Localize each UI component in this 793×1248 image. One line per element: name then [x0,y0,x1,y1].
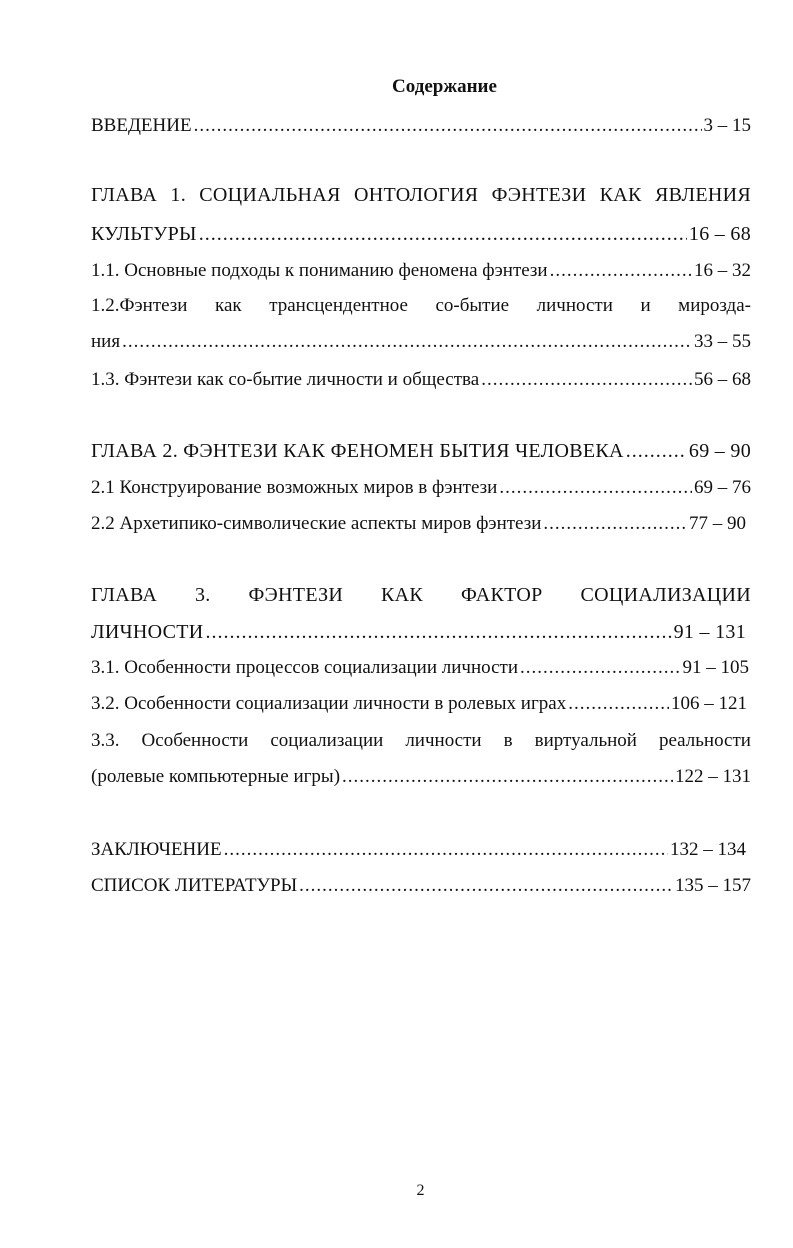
toc-entry-conclusion[interactable] [91,838,746,862]
section-word: мирозда- [678,295,751,316]
section-word: 3.3. [91,730,120,751]
heading-word: ОНТОЛОГИЯ [353,184,479,206]
section-word: Особенности [141,730,249,751]
toc-pages: 33 – 55 [694,331,751,352]
toc-chapter-3-heading-cont[interactable] [91,620,746,644]
heading-word: СОЦИАЛЬНАЯ [199,184,341,206]
toc-leader [194,114,702,138]
toc-leader [520,656,680,680]
toc-label: 2.2 Архетипико-символические аспекты миров фэнтези [91,513,542,534]
toc-label: ВВЕДЕНИЕ [91,115,192,136]
toc-label: 1.1. Основные подходы к пониманию феномена фэнтези [91,260,548,281]
section-word: личности [405,730,482,751]
heading-word: ГЛАВА [91,584,158,606]
toc-label: СПИСОК ЛИТЕРАТУРЫ [91,875,298,896]
heading-word: ЯВЛЕНИЯ [654,184,751,206]
toc-chapter-2-heading[interactable] [91,439,751,463]
heading-word: 3. [194,584,211,606]
toc-chapter-3-heading[interactable] [91,583,751,607]
section-word: виртуальной [534,730,637,751]
toc-label: КУЛЬТУРЫ [91,223,197,245]
heading-word: КАК [599,184,642,206]
toc-section-1-2-cont[interactable] [91,330,751,354]
toc-label: 1.3. Фэнтези как со-бытие личности и общества [91,369,480,390]
toc-label: ЛИЧНОСТИ [91,621,204,643]
section-word: и [640,295,651,316]
heading-word: ГЛАВА [91,184,158,206]
toc-section-2-1[interactable] [91,476,751,500]
page-title: Содержание [392,76,497,97]
toc-leader [550,259,692,283]
toc-pages: 56 – 68 [694,369,751,390]
section-word: трансцендентное [269,295,408,316]
toc-pages: 69 – 90 [688,440,751,462]
section-word: в [503,730,513,751]
toc-pages: 16 – 32 [694,260,751,281]
toc-pages: 135 – 157 [675,875,751,896]
toc-section-2-2[interactable] [91,512,746,536]
toc-section-3-3[interactable] [91,729,751,753]
toc-leader [568,692,669,716]
section-word: личности [536,295,613,316]
toc-label: 2.1 Конструирование возможных миров в фэнтези [91,477,498,498]
heading-word: КАК [381,584,424,606]
toc-pages: 77 – 90 [689,513,746,534]
section-word: как [215,295,242,316]
toc-section-3-2[interactable] [91,692,747,716]
toc-section-1-3[interactable] [91,368,751,392]
toc-section-3-3-cont[interactable] [91,765,751,789]
heading-word: ФЭНТЕЗИ [491,184,587,206]
section-word: 1.2.Фэнтези [91,295,188,316]
toc-leader [481,368,692,392]
toc-leader [206,620,672,644]
toc-leader [122,330,692,354]
toc-label: 3.2. Особенности социализации личности в ролевых играх [91,693,567,714]
section-word: реальности [659,730,751,751]
toc-pages: 69 – 76 [694,477,751,498]
toc-section-1-1[interactable] [91,259,751,283]
toc-label: (ролевые компьютерные игры) [91,766,341,787]
toc-section-1-2[interactable] [91,294,751,318]
toc-label: 3.1. Особенности процессов социализации личности [91,657,519,678]
heading-word: ФЭНТЕЗИ [248,584,344,606]
page-number: 2 [416,1182,425,1199]
toc-label: ГЛАВА 2. ФЭНТЕЗИ КАК ФЕНОМЕН БЫТИЯ ЧЕЛОВЕКА [91,440,624,462]
toc-pages: 3 – 15 [703,115,751,136]
toc-leader [224,838,668,862]
toc-label: ния [91,331,121,352]
toc-section-3-1[interactable] [91,656,749,680]
toc-pages: 16 – 68 [688,223,751,245]
heading-word: СОЦИАЛИЗАЦИИ [580,584,751,606]
toc-leader [626,439,687,463]
toc-leader [499,476,692,500]
toc-leader [342,765,673,789]
toc-chapter-1-heading-cont[interactable] [91,222,751,246]
toc-entry-references[interactable] [91,874,751,898]
toc-pages: 91 – 105 [682,657,749,678]
heading-word: ФАКТОР [460,584,543,606]
toc-chapter-1-heading[interactable] [91,183,751,207]
toc-leader [299,874,673,898]
toc-pages: 132 – 134 [670,839,746,860]
toc-leader [199,222,687,246]
toc-leader [543,512,687,536]
section-word: социализации [270,730,384,751]
toc-pages: 122 – 131 [675,766,751,787]
section-word: со-бытие [435,295,510,316]
heading-word: 1. [170,184,186,206]
toc-pages: 106 – 121 [671,693,747,714]
toc-entry-introduction[interactable] [91,114,751,138]
toc-label: ЗАКЛЮЧЕНИЕ [91,839,222,860]
toc-pages: 91 – 131 [673,621,746,643]
